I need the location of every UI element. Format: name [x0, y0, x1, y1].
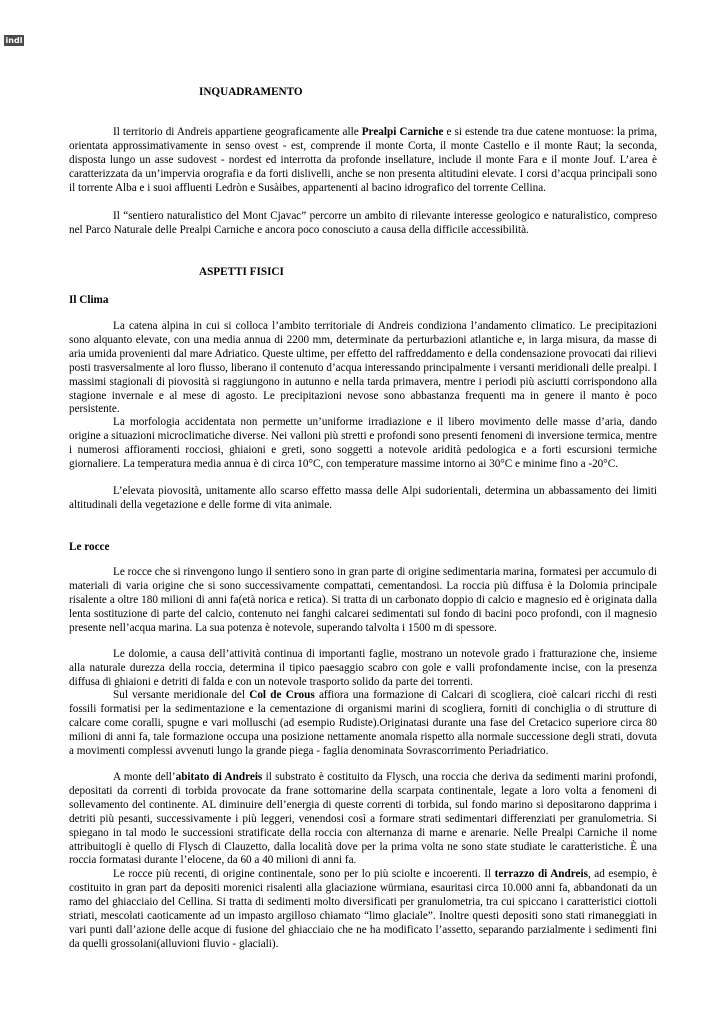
paragraph-clima-1: La catena alpina in cui si colloca l’ambito territoriale di Andreis condiziona l’andamento climatico. Le precipitazioni sono alquanto elevate, con una media annua di 2200 mm, determinate da perturbazioni atlantiche e, in larga misura, da masse di aria umida provenienti dal mare Adriatico. Queste ultime, per effetto del raffreddamento e della condensazione provocati dai rilievi posti trasversalmente al loro flusso, liberano il contenuto d’acqua interessando principalmente i versanti meridionali delle prealpi. I massimi stagionali di piovosità si raggiungono in autunno e nella tarda primavera, mentre i periodi più asciutti corrispondono alla stagione invernale e al mese di agosto. Le precipitazioni nevose sono abbastanza frequenti ma in genere il manto è poco persistente.: [69, 320, 657, 416]
paragraph-rocce-2: Le dolomie, a causa dell’attività continua di importanti faglie, mostrano un notevole grado i fratturazione che, insieme alla naturale durezza della roccia, determina il tipico paesaggio scabro con gole e valli profondamente incise, con la presenza diffusa di ghiaioni e detriti di falda e con un notevole trasporto solido da parte dei torrenti.: [69, 648, 657, 688]
paragraph-territorio-bold: Prealpi Carniche: [361, 126, 444, 138]
paragraph-rocce-4-text-a: A monte dell’: [113, 771, 176, 783]
subheading-rocce: Le rocce: [69, 541, 110, 553]
paragraph-territorio: [69, 126, 657, 196]
subheading-clima: Il Clima: [69, 294, 109, 306]
paragraph-clima-2: La morfologia accidentata non permette un’uniforme irradiazione e il libero movimento delle masse d’aria, dando origine a situazioni microclimatiche diverse. Nei valloni più stretti e profondi sono presenti fenomeni di inversione termica, mentre i numerosi affioramenti rocciosi, ghiaioni e greti, sono soggetti a notevole aridità pedologica e a forti escursioni termiche giornaliere. La temperatura media annua è di circa 10°C, con temperature massime intorno ai 30°C e minime fino a -20°C.: [69, 416, 657, 470]
paragraph-rocce-3-text-c: affiora una formazione di Calcari di scogliera, cioè calcari ricchi di resti fossili formatisi per la sedimentazione e la cementazione di organismi marini di scogliera, forniti di conchiglia o di strutture di calcare come coralli, spugne e vari molluschi (ad esempio Rudiste).Originatasi durante una fase del Cretacico superiore circa 80 milioni di anni fa, tale formazione occupa una posizione nettamente anomala rispetto alla normale successione degli strati, dovuta a movimenti complessi avvenuti lungo la grande piega - faglia denominata Sovrascorrimento Periadriatico.: [69, 689, 658, 757]
paragraph-territorio-text-c: e si estende tra due catene montuose: la prima, orientata approssimativamente in senso ovest - est, comprende il monte Corta, il monte Castello e il monte Raut; la seconda, disposta lungo un asse sudovest - nordest ed interrotta da profonde insellature, include il monte Fara e il monte Jouf. L’area è caratterizzata da un’impervia orografia e da forti dislivelli, anche se non presenta altitudini elevate. I corsi d’acqua principali sono il torrente Alba e i suoi affluenti Ledròn e Susàibes, appartenenti al bacino idrografico del torrente Cellina.: [69, 126, 657, 194]
paragraph-rocce-4: [69, 771, 657, 868]
paragraph-clima-3: L’elevata piovosità, unitamente allo scarso effetto massa delle Alpi sudorientali, determina un abbassamento dei limiti altitudinali della vegetazione e delle forme di vita animale.: [69, 485, 657, 511]
heading-inquadramento: INQUADRAMENTO: [199, 86, 303, 98]
paragraph-rocce-5: [69, 868, 657, 951]
paragraph-rocce-5-text-c: , ad esempio, è costituito in gran part da depositi morenici risalenti alla glaciazione würmiana, esauritasi circa 10.000 anni fa, abbandonati da un ramo del ghiacciaio del Cellina. Si tratta di sedimenti molto diversificati per granulometria, tra cui spiccano i caratteristici ciottoli striati, mescolati caoticamente ad un impasto argilloso chiamato “limo glaciale”. Inoltre questi depositi sono stati rimaneggiati in vari punti dall’azione delle acque di fusione del ghiacciaio che ne ha modificato l’assetto, separando parzialmente i sedimenti fini da quelli grossolani(alluvioni fluvio - glaciali).: [69, 868, 658, 950]
paragraph-rocce-3-bold: Col de Crous: [249, 689, 315, 701]
heading-aspetti-fisici: ASPETTI FISICI: [199, 266, 284, 278]
paragraph-rocce-4-text-c: il substrato è costituito da Flysch, una roccia che deriva da sedimenti marini profondi, depositati da correnti di torbida provocate da frane sottomarine della scarpata continentale, legate a loro volta a fenomeni di sollevamento del continente. AL diminuire dell’energia di queste correnti di torbida, sul fondo marino si depositarono dapprima i detriti più pesanti, successivamente i più leggeri, venendosi così a formare strati sedimentari differenziati per granulometria. Si spiegano in tal modo le successioni stratificate della roccia con alternanza di marne e arenarie. Nelle Prealpi Carniche il nome attribuitogli è quello di Flysch di Clauzetto, dalla località dove per la prima volta ne sono state studiate le caratteristiche. È una roccia formatasi durante l’elocene, da 60 a 40 milioni di anni fa.: [69, 771, 657, 867]
paragraph-rocce-5-bold: terrazzo di Andreis: [494, 868, 588, 880]
paragraph-rocce-4-bold: abitato di Andreis: [175, 771, 263, 783]
paragraph-rocce-1: Le rocce che si rinvengono lungo il sentiero sono in gran parte di origine sedimentaria marina, formatesi per accumulo di materiali di varia origine che si sono successivamente compattati, cementandosi. La roccia più diffusa è la Dolomia principale risalente a oltre 180 milioni di anni fa(età norica e retica). Si tratta di un carbonato doppio di calcio e magnesio ed è originata dalla lenta sostituzione di parte del calcio, contenuto nei fanghi calcarei sedimentati sul fondo di bacini poco profondi, con il magnesio presente nell’acqua marina. La sua potenza è notevole, superando talvolta i 1500 m di spessore.: [69, 566, 657, 634]
paragraph-territorio-text-a: Il territorio di Andreis appartiene geograficamente alle: [113, 126, 362, 138]
page-badge: indl: [5, 36, 23, 45]
paragraph-rocce-3: [69, 689, 657, 759]
paragraph-sentiero: Il “sentiero naturalistico del Mont Cjavac” percorre un ambito di rilevante interesse geologico e naturalistico, compreso nel Parco Naturale delle Prealpi Carniche e ancora poco conosciuto a causa della difficile accessibilità.: [69, 210, 657, 236]
paragraph-rocce-5-text-a: Le rocce più recenti, di origine continentale, sono per lo più sciolte e incoerenti. Il: [113, 868, 495, 880]
paragraph-rocce-3-text-a: Sul versante meridionale del: [113, 689, 250, 701]
